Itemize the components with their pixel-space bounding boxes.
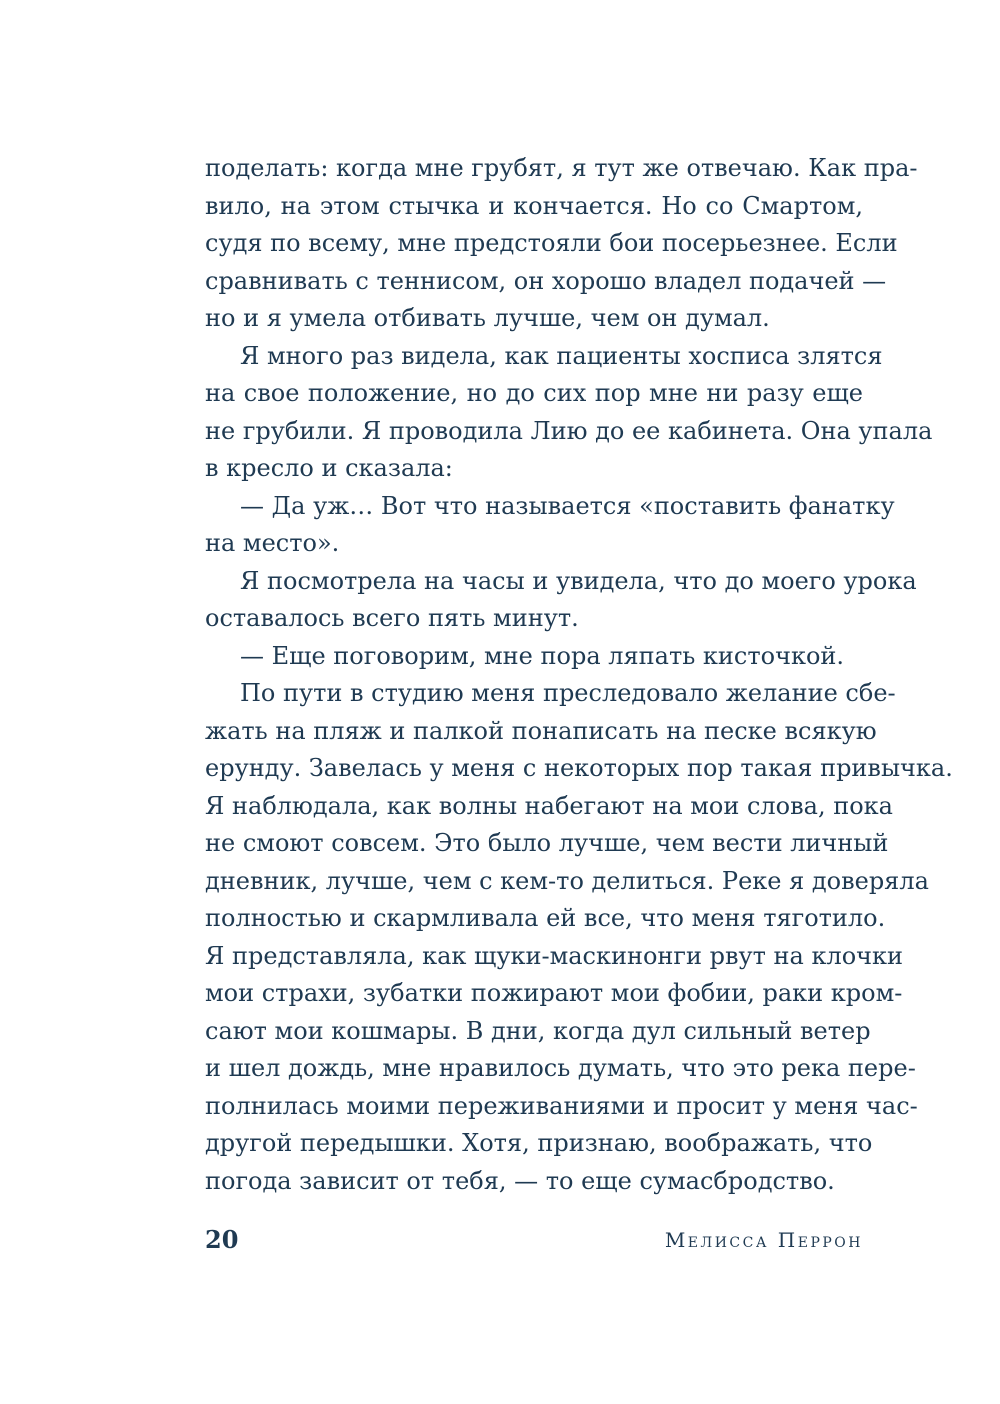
text-line: другой передышки. Хотя, признаю, воображать, что — [205, 1129, 873, 1157]
text-line: поделать: когда мне грубят, я тут же отвечаю. Как пра- — [205, 154, 918, 182]
body-text — [205, 150, 953, 1200]
text-line: не грубили. Я проводила Лию до ее кабинета. Она упала — [205, 416, 933, 445]
text-line: в кресло и сказала: — [205, 454, 453, 482]
page-footer — [205, 1222, 863, 1262]
text-line: полнилась моими переживаниями и просит у меня час- — [205, 1091, 918, 1120]
text-line: погода зависит от тебя, — то еще сумасбродство. — [205, 1166, 835, 1195]
running-head-author: Мелисса Перрон — [664, 1228, 863, 1252]
text-line: и шел дождь, мне нравилось думать, что это река пере- — [205, 1054, 916, 1082]
text-line: сают мои кошмары. В дни, когда дул сильный ветер — [205, 1016, 871, 1045]
text-line: но и я умела отбивать лучше, чем он думал. — [205, 304, 770, 332]
text-line: судя по всему, мне предстояли бои посерьезнее. Если — [205, 229, 898, 257]
text-line: Я много раз видела, как пациенты хосписа злятся — [240, 341, 883, 370]
text-line: — Еще поговорим, мне пора ляпать кисточкой. — [240, 641, 845, 670]
text-line: на место». — [205, 529, 340, 557]
text-line: не смоют совсем. Это было лучше, чем вести личный — [205, 829, 889, 857]
page-number: 20 — [205, 1225, 239, 1254]
text-line: По пути в студию меня преследовало желание сбе- — [240, 679, 896, 707]
text-line: оставалось всего пять минут. — [205, 604, 579, 632]
text-line: на свое положение, но до сих пор мне ни разу еще — [205, 379, 863, 407]
text-line: Я посмотрела на часы и увидела, что до моего урока — [240, 566, 917, 595]
text-line: полностью и скармливала ей все, что меня тяготило. — [205, 904, 886, 932]
text-line: дневник, лучше, чем с кем-то делиться. Реке я доверяла — [205, 866, 929, 895]
text-line: вило, на этом стычка и кончается. Но со Смартом, — [205, 191, 863, 220]
text-line: ерунду. Завелась у меня с некоторых пор такая привычка. — [205, 754, 953, 782]
text-line: Я представляла, как щуки-маскинонги рвут на клочки — [205, 941, 904, 970]
text-line: Я наблюдала, как волны набегают на мои слова, пока — [205, 791, 893, 820]
text-line: сравнивать с теннисом, он хорошо владел подачей — — [205, 266, 887, 295]
text-line: — Да уж… Вот что называется «поставить фанатку — [240, 491, 895, 520]
text-line: мои страхи, зубатки пожирают мои фобии, раки кром- — [205, 979, 903, 1007]
text-line: жать на пляж и палкой понаписать на песке всякую — [205, 716, 877, 745]
